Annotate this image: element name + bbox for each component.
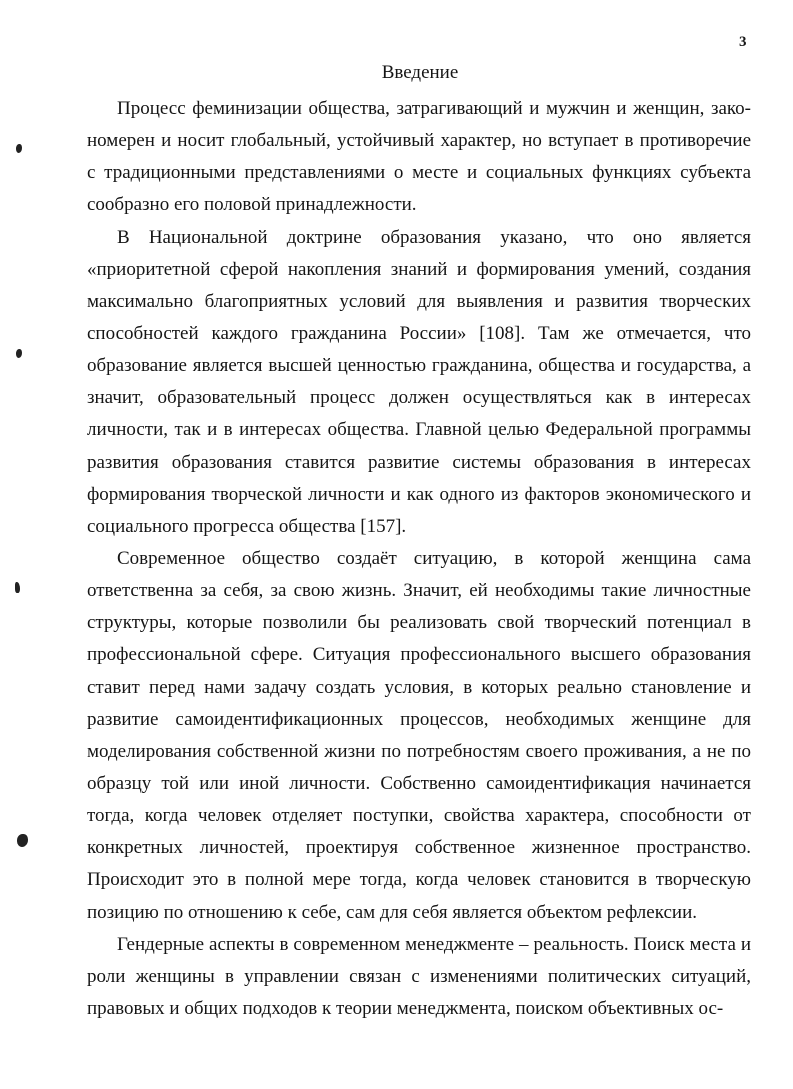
page-number: 3 xyxy=(739,34,747,50)
text-line: правовых и общих подходов к теории менеджмента, поиском объективных ос- xyxy=(87,997,724,1019)
text-line: Современное общество создаёт ситуацию, в которой женщина сама xyxy=(117,547,751,569)
text-line: личности, так и в интересах общества. Главной целью Федеральной программы xyxy=(87,419,751,441)
text-line: способностей каждого гражданина России» [108]. Там же отмечается, что xyxy=(87,322,751,344)
page-title: Введение xyxy=(381,62,459,83)
text-line: тогда, когда человек отделяет поступки, свойства характера, способности от xyxy=(87,805,751,827)
scan-artifact xyxy=(16,144,22,153)
text-line: позицию по отношению к себе, сам для себя является объектом рефлексии. xyxy=(87,901,697,923)
scan-artifact xyxy=(15,582,20,593)
text-line: образование является высшей ценностью гражданина, общества и государства, а xyxy=(87,355,751,377)
text-line: образцу той или иной личности. Собственно самоидентификация начинается xyxy=(87,772,751,794)
text-line: ставит перед нами задачу создать условия, в которых реально становление и xyxy=(87,676,751,698)
text-line: сообразно его половой принадлежности. xyxy=(87,194,417,216)
text-line: Процесс феминизации общества, затрагивающий и мужчин и женщин, зако- xyxy=(117,98,751,119)
scan-artifact xyxy=(17,834,28,847)
scan-artifact xyxy=(16,349,22,358)
body-text xyxy=(87,93,751,1025)
paragraph xyxy=(87,929,751,1025)
text-line: с традиционными представлениями о месте и социальных функциях субъекта xyxy=(87,162,751,184)
text-line: конкретных личностей, проектируя собственное жизненное пространство. xyxy=(87,837,751,859)
text-line: формирования творческой личности и как одного из факторов экономического и xyxy=(87,483,751,505)
text-line: В Национальной доктрине образования указано, что оно является xyxy=(117,226,751,248)
text-line: роли женщины в управлении связан с изменениями политических ситуаций, xyxy=(87,965,751,987)
text-line: максимально благоприятных условий для выявления и развития творческих xyxy=(87,290,751,312)
text-line: профессиональной сфере. Ситуация профессионального высшего образования xyxy=(87,644,751,666)
text-line: развитие самоидентификационных процессов, необходимых женщине для xyxy=(87,708,751,730)
paragraph xyxy=(87,543,751,929)
text-line: ответственна за себя, за свою жизнь. Значит, ей необходимы такие личностные xyxy=(87,580,751,602)
text-line: Гендерные аспекты в современном менеджменте – реальность. Поиск места и xyxy=(117,933,751,955)
paragraph xyxy=(87,93,751,222)
text-line: моделирования собственной жизни по потребностям своего проживания, а не по xyxy=(87,740,751,762)
text-line: «приоритетной сферой накопления знаний и формирования умений, создания xyxy=(87,258,751,280)
paragraph xyxy=(87,222,751,543)
text-line: номерен и носит глобальный, устойчивый характер, но вступает в противоречие xyxy=(87,130,751,152)
text-line: развития образования ставится развитие системы образования в интересах xyxy=(87,451,751,473)
text-line: значит, образовательный процесс должен осуществляться как в интересах xyxy=(87,387,751,409)
text-line: структуры, которые позволили бы реализовать свой творческий потенциал в xyxy=(87,612,751,634)
text-line: Происходит это в полной мере тогда, когда человек становится в творческую xyxy=(87,869,751,891)
text-line: социального прогресса общества [157]. xyxy=(87,515,407,537)
